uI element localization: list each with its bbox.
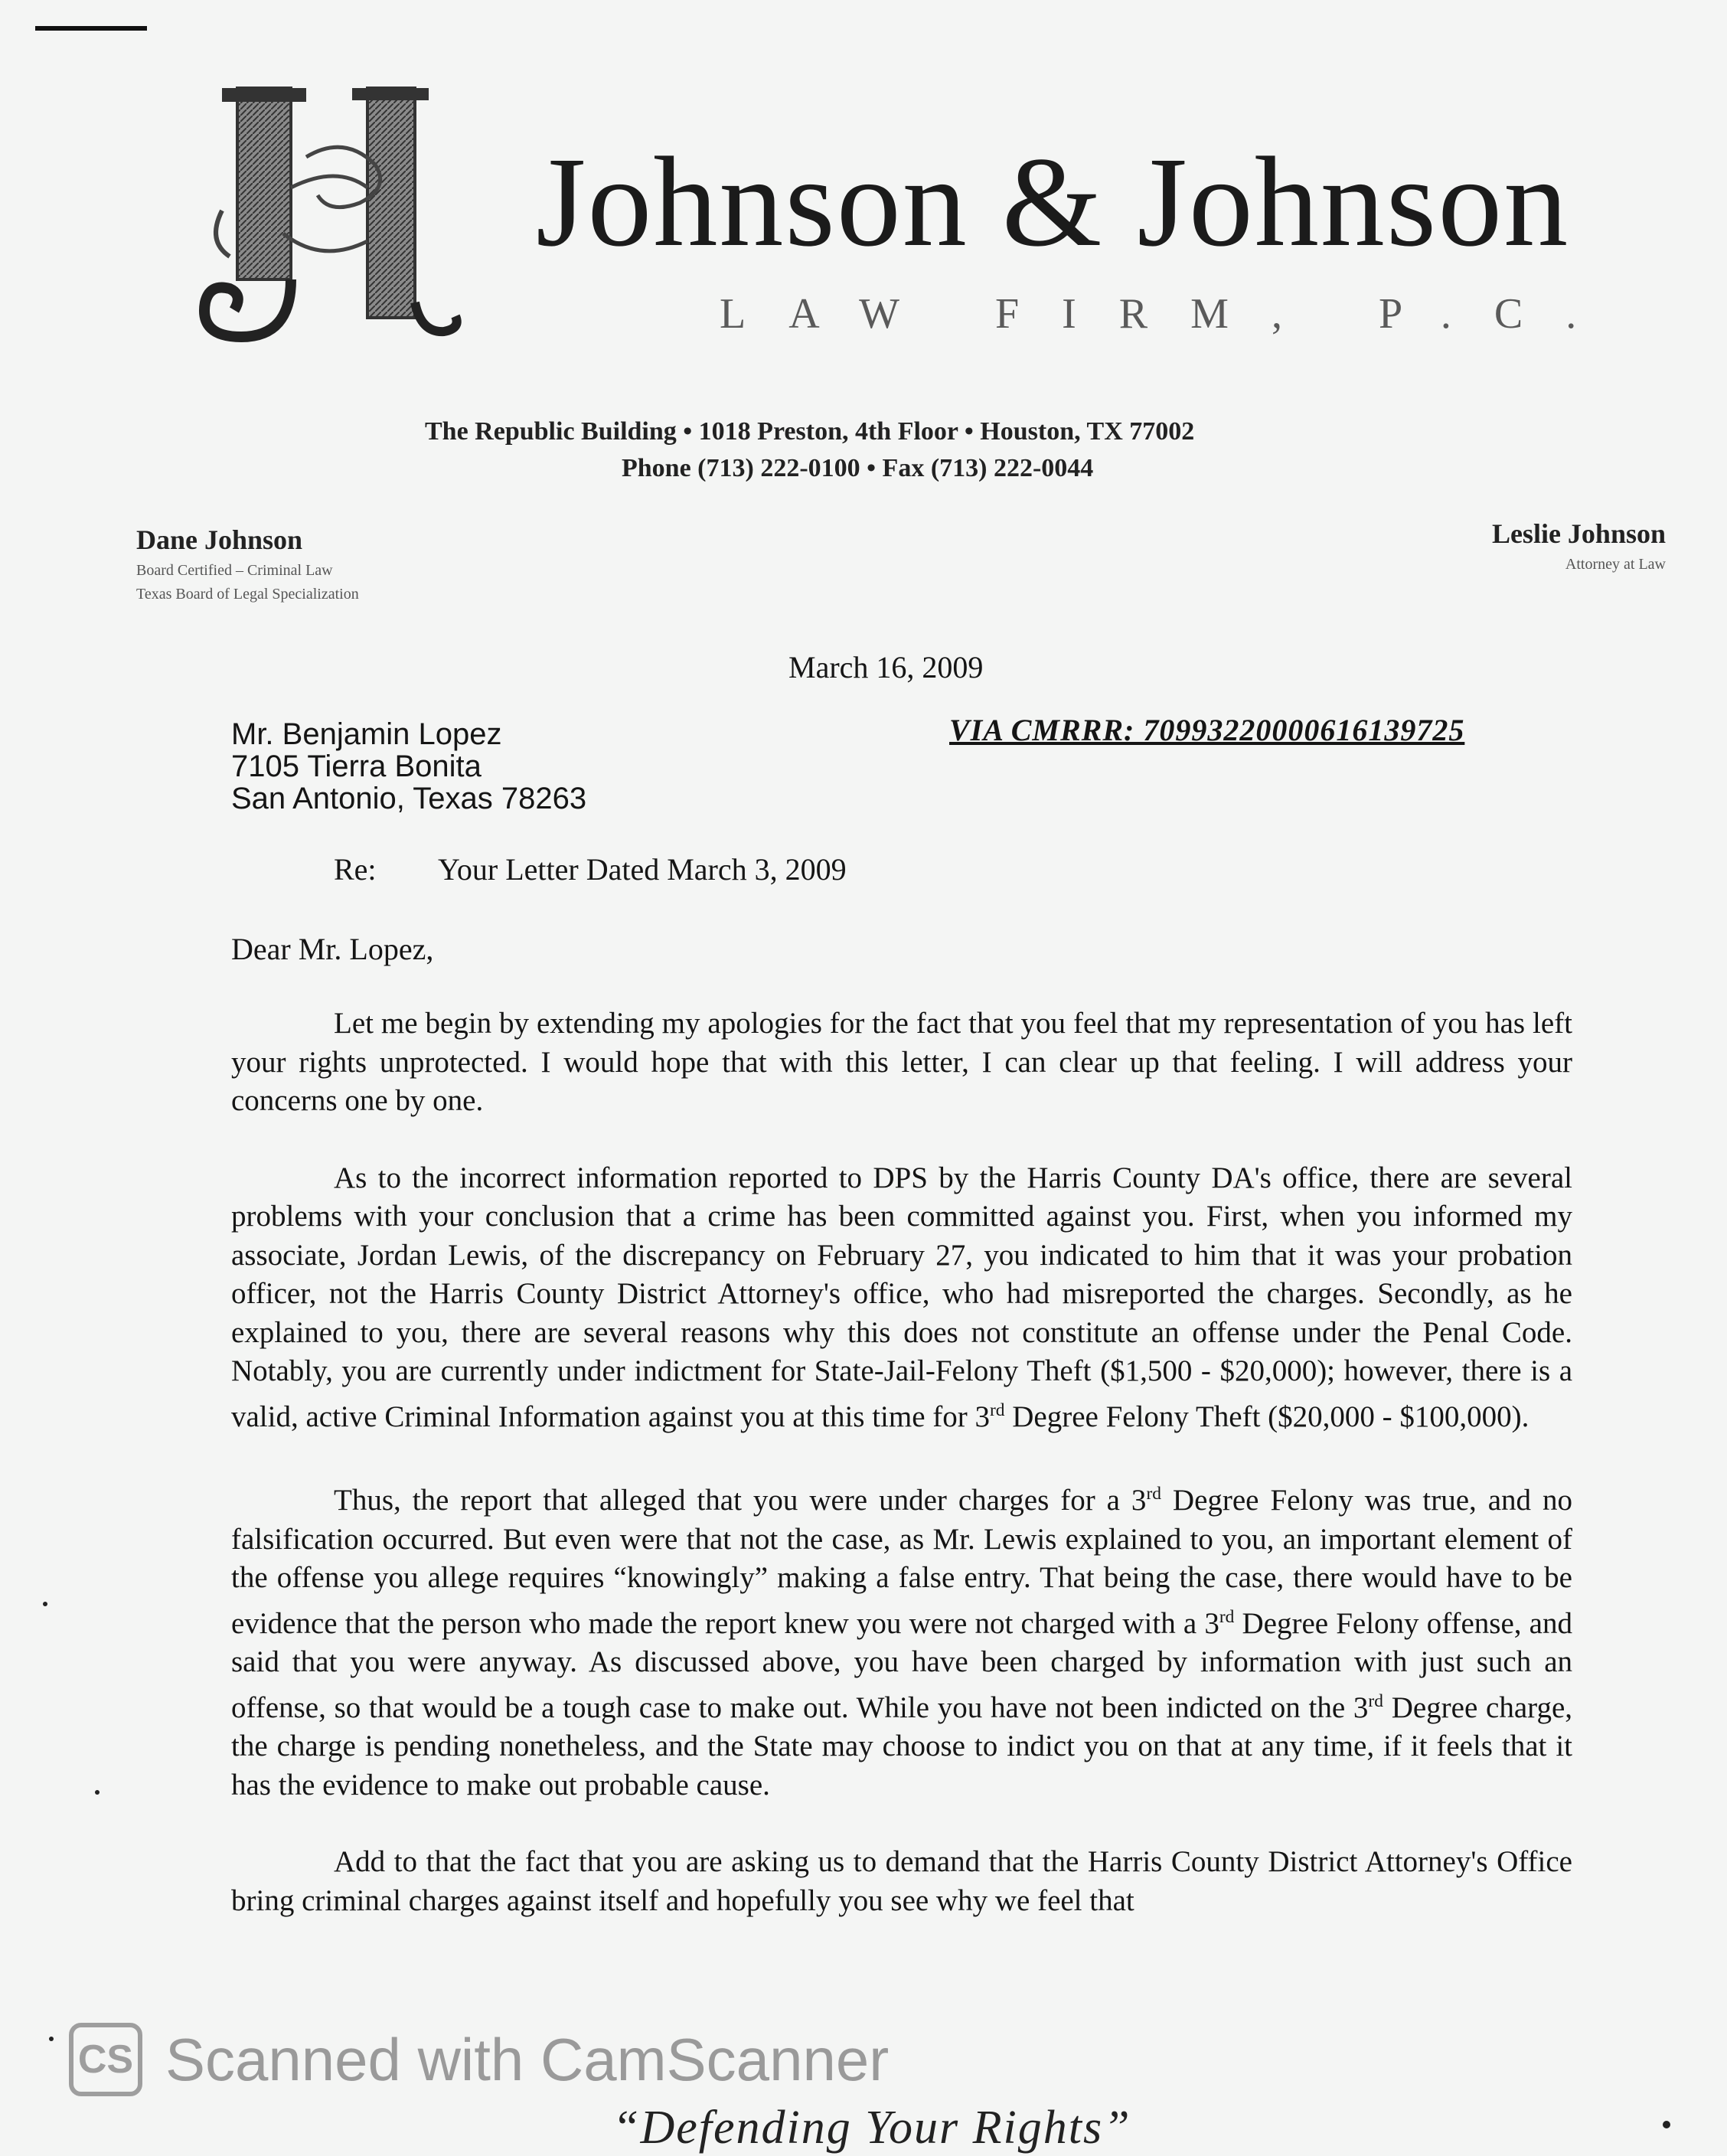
scan-speck bbox=[95, 1790, 100, 1795]
scan-speck bbox=[49, 2037, 54, 2041]
scan-speck bbox=[1663, 2121, 1670, 2128]
firm-monogram-logo bbox=[191, 73, 482, 356]
paragraph-1: Let me begin by extending my apologies for the fact that you feel that my representation of you has left your rights unprotected. I would hope that with this letter, I can clear up that feeling. I will address your concerns one by one. bbox=[231, 1007, 1572, 1117]
delivery-method: VIA CMRRR: 70993220000616139725 bbox=[949, 713, 1465, 747]
subject-line bbox=[334, 851, 847, 887]
paragraph-3: Thus, the report that alleged that you were under charges for a 3rd Degree Felony was true, and no falsification occurred. But even were that not the case, as Mr. Lewis explained to you, an important element of the offense you allege requires “knowingly” making a false entry. That being the case, there would have to be evidence that the person who made the report knew you were not charged with a 3rd Degree Felony offense, and said that you were anyway. As discussed above, you have been charged by information with just such an offense, so that would be a tough case to make out. While you have not been indicted on the 3rd Degree charge, the charge is pending nonetheless, and the State may choose to indict you on that at any time, if it feels that it has the evidence to make out probable cause. bbox=[231, 1484, 1573, 1802]
firm-name: Johnson & Johnson bbox=[536, 131, 1570, 273]
left-attorney-title-1: Board Certified – Criminal Law bbox=[136, 562, 333, 579]
salutation: Dear Mr. Lopez, bbox=[231, 932, 434, 966]
subject-label: Re: bbox=[334, 852, 377, 887]
right-attorney-title: Attorney at Law bbox=[1565, 556, 1666, 573]
recipient-street: 7105 Tierra Bonita bbox=[231, 750, 482, 783]
subject-text: Your Letter Dated March 3, 2009 bbox=[438, 852, 847, 887]
recipient-address bbox=[231, 718, 586, 815]
letter-date: March 16, 2009 bbox=[788, 650, 984, 684]
right-attorney-block bbox=[1492, 518, 1666, 573]
scan-mark bbox=[35, 26, 147, 31]
left-attorney-block bbox=[136, 524, 359, 603]
left-attorney-name: Dane Johnson bbox=[136, 524, 303, 555]
recipient-city: San Antonio, Texas 78263 bbox=[231, 782, 587, 815]
right-attorney-name: Leslie Johnson bbox=[1491, 518, 1666, 549]
firm-address: The Republic Building • 1018 Preston, 4th Floor • Houston, TX 77002 bbox=[425, 417, 1195, 446]
watermark-text: Scanned with CamScanner bbox=[165, 2025, 890, 2093]
letter-body bbox=[231, 1004, 1572, 1958]
paragraph-2: As to the incorrect information reported to DPS by the Harris County DA's office, there are several problems with your conclusion that a crime has been committed against you. First, when you informed my associate, Jordan Lewis, of the discrepancy on February 27, you indicated to him that it was your probation officer, not the Harris County District Attorney's office, who had misreported the charges. Secondly, as he explained to you, there are several reasons why this does not constitute an offense under the Penal Code. Notably, you are currently under indictment for State-Jail-Felony Theft ($1,500 - $20,000); however, there is a valid, active Criminal Information against you at this time for 3rd Degree Felony Theft ($20,000 - $100,000). bbox=[231, 1161, 1572, 1433]
left-attorney-title-2: Texas Board of Legal Specialization bbox=[136, 586, 359, 603]
camscanner-watermark bbox=[69, 2021, 889, 2098]
paragraph-4: Add to that the fact that you are asking us to demand that the Harris County District Attorney's Office bring criminal charges against itself and hopefully you see why we feel that bbox=[231, 1845, 1572, 1917]
firm-phone-fax: Phone (713) 222-0100 • Fax (713) 222-0044 bbox=[622, 454, 1094, 482]
camscanner-logo-icon: CS bbox=[69, 2023, 142, 2096]
firm-motto: “Defending Your Rights” bbox=[612, 2102, 1131, 2154]
scan-speck bbox=[43, 1602, 47, 1606]
firm-subtitle: LAW FIRM, P.C. bbox=[720, 290, 1620, 338]
recipient-name: Mr. Benjamin Lopez bbox=[231, 717, 502, 751]
